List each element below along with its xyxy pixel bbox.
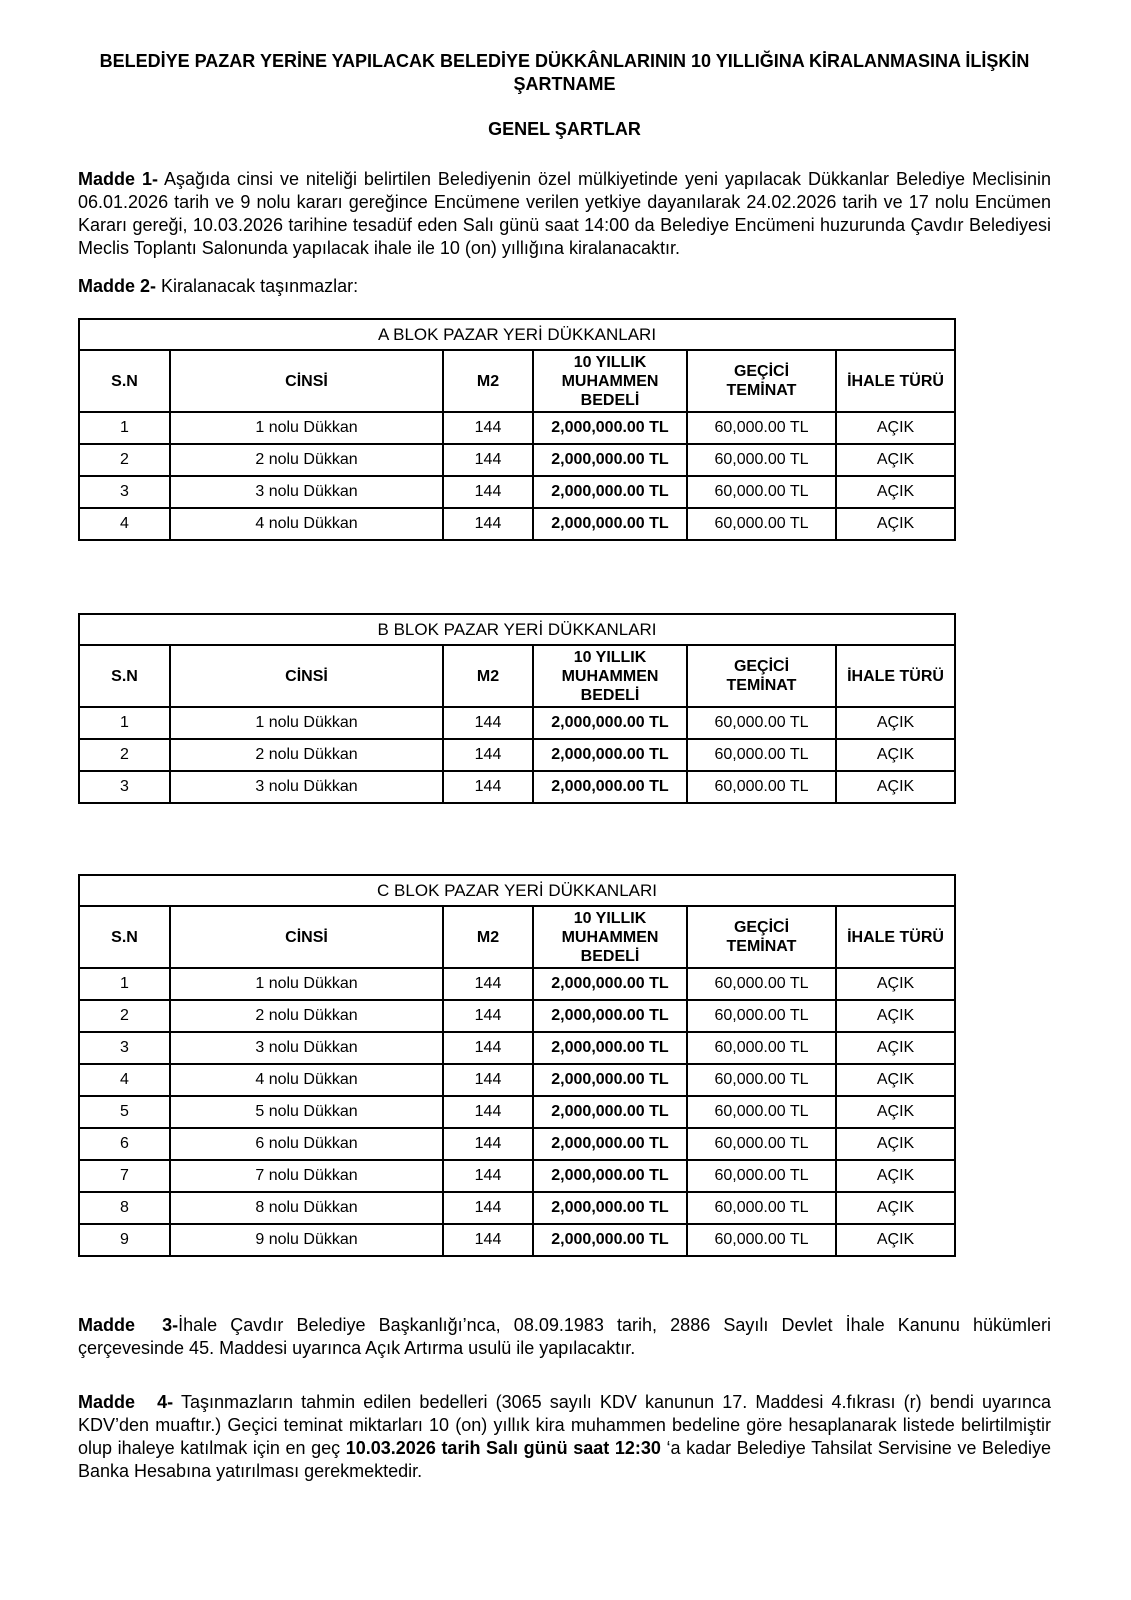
- column-header-m2: M2: [443, 645, 533, 707]
- table-cell: 144: [443, 1160, 533, 1192]
- table-cell: 144: [443, 1224, 533, 1256]
- table-cell: AÇIK: [836, 1032, 955, 1064]
- table-cell: 2 nolu Dükkan: [170, 1000, 443, 1032]
- table-cell: 4: [79, 508, 170, 540]
- table-cell: 9 nolu Dükkan: [170, 1224, 443, 1256]
- article-madde-4-label: Madde 4-: [78, 1392, 174, 1412]
- block-b-title-row: [79, 614, 955, 645]
- table-cell: 2: [79, 739, 170, 771]
- table-cell: 2,000,000.00 TL: [533, 476, 687, 508]
- article-madde-3-label: Madde 3-: [78, 1315, 179, 1335]
- table-cell: 6 nolu Dükkan: [170, 1128, 443, 1160]
- table-cell: 144: [443, 707, 533, 739]
- column-header-m2: M2: [443, 906, 533, 968]
- table-cell: 60,000.00 TL: [687, 771, 836, 803]
- table-cell: AÇIK: [836, 707, 955, 739]
- block-a-table-title: A BLOK PAZAR YERİ DÜKKANLARI: [79, 319, 955, 350]
- article-madde-2: [78, 275, 1051, 298]
- table-cell: 144: [443, 476, 533, 508]
- table-cell: 60,000.00 TL: [687, 1032, 836, 1064]
- table-cell: 4: [79, 1064, 170, 1096]
- table-cell: 60,000.00 TL: [687, 444, 836, 476]
- table-cell: AÇIK: [836, 1224, 955, 1256]
- table-row: [79, 1160, 955, 1192]
- column-header-bedel: 10 YILLIK MUHAMMEN BEDELİ: [533, 645, 687, 707]
- column-header-cinsi: CİNSİ: [170, 906, 443, 968]
- block-b-header-row: [79, 645, 955, 707]
- block-b-table: [78, 613, 956, 804]
- table-cell: 60,000.00 TL: [687, 1096, 836, 1128]
- column-header-cinsi: CİNSİ: [170, 350, 443, 412]
- table-cell: 60,000.00 TL: [687, 412, 836, 444]
- table-cell: 1: [79, 707, 170, 739]
- table-cell: AÇIK: [836, 1192, 955, 1224]
- column-header-sn: S.N: [79, 645, 170, 707]
- table-cell: 60,000.00 TL: [687, 1128, 836, 1160]
- table-cell: 60,000.00 TL: [687, 476, 836, 508]
- article-madde-4-text-before: Taşınmazların tahmin edilen bedelleri (3065 sayılı KDV kanunun 17. Maddesi 4.fıkrası (r) bendi uyarınca KDV’den muaftır.) Geçici teminat miktarları 10 (on) yıllık kira muhammen bedeline göre hesaplanarak listede belirtilmiştir olup ihaleye katılmak için en geç: [78, 1392, 1051, 1458]
- table-cell: AÇIK: [836, 444, 955, 476]
- table-cell: 60,000.00 TL: [687, 508, 836, 540]
- table-row: [79, 1064, 955, 1096]
- table-cell: AÇIK: [836, 1128, 955, 1160]
- column-header-bedel: 10 YILLIK MUHAMMEN BEDELİ: [533, 906, 687, 968]
- table-cell: 144: [443, 1032, 533, 1064]
- column-header-ihale-turu: İHALE TÜRÜ: [836, 350, 955, 412]
- table-row: [79, 1128, 955, 1160]
- article-madde-2-label: Madde 2-: [78, 276, 157, 296]
- table-row: [79, 412, 955, 444]
- table-row: [79, 1000, 955, 1032]
- table-row: [79, 739, 955, 771]
- table-row: [79, 1096, 955, 1128]
- table-cell: 9: [79, 1224, 170, 1256]
- column-header-teminat: GEÇİCİ TEMİNAT: [687, 906, 836, 968]
- table-cell: 2,000,000.00 TL: [533, 412, 687, 444]
- table-cell: 144: [443, 968, 533, 1000]
- table-cell: 60,000.00 TL: [687, 968, 836, 1000]
- table-cell: 2,000,000.00 TL: [533, 707, 687, 739]
- table-row: [79, 707, 955, 739]
- table-cell: 60,000.00 TL: [687, 739, 836, 771]
- table-row: [79, 968, 955, 1000]
- table-row: [79, 771, 955, 803]
- table-cell: 2,000,000.00 TL: [533, 1096, 687, 1128]
- table-cell: AÇIK: [836, 1064, 955, 1096]
- table-cell: 2: [79, 1000, 170, 1032]
- table-cell: 60,000.00 TL: [687, 1224, 836, 1256]
- table-row: [79, 1224, 955, 1256]
- column-header-cinsi: CİNSİ: [170, 645, 443, 707]
- table-cell: 144: [443, 1000, 533, 1032]
- table-cell: AÇIK: [836, 412, 955, 444]
- block-c-table: [78, 874, 956, 1257]
- column-header-teminat: GEÇİCİ TEMİNAT: [687, 645, 836, 707]
- table-cell: 144: [443, 1064, 533, 1096]
- table-cell: 1 nolu Dükkan: [170, 968, 443, 1000]
- table-cell: AÇIK: [836, 771, 955, 803]
- column-header-teminat: GEÇİCİ TEMİNAT: [687, 350, 836, 412]
- article-madde-2-text: Kiralanacak taşınmazlar:: [156, 276, 359, 296]
- article-madde-1-label: Madde 1-: [78, 169, 158, 189]
- article-madde-1: [78, 168, 1051, 260]
- table-cell: 3: [79, 476, 170, 508]
- table-cell: 1: [79, 968, 170, 1000]
- column-header-sn: S.N: [79, 906, 170, 968]
- table-cell: 2,000,000.00 TL: [533, 1032, 687, 1064]
- table-cell: 60,000.00 TL: [687, 1192, 836, 1224]
- table-cell: 2,000,000.00 TL: [533, 1224, 687, 1256]
- table-cell: 2,000,000.00 TL: [533, 739, 687, 771]
- article-madde-3-text: İhale Çavdır Belediye Başkanlığı’nca, 08.09.1983 tarih, 2886 Sayılı Devlet İhale Kanunu hükümleri çerçevesinde 45. Maddesi uyarınca Açık Artırma usulü ile yapılacaktır.: [78, 1315, 1051, 1358]
- table-row: [79, 476, 955, 508]
- table-cell: 3 nolu Dükkan: [170, 1032, 443, 1064]
- page-subtitle: GENEL ŞARTLAR: [488, 119, 641, 139]
- column-header-sn: S.N: [79, 350, 170, 412]
- table-cell: 2,000,000.00 TL: [533, 1000, 687, 1032]
- column-header-ihale-turu: İHALE TÜRÜ: [836, 906, 955, 968]
- article-madde-1-text: Aşağıda cinsi ve niteliği belirtilen Belediyenin özel mülkiyetinde yeni yapılacak Dükkanlar Belediye Meclisinin 06.01.2026 tarih ve 9 nolu kararı gereğince Encümene verilen yetkiye dayanılarak 24.02.2026 tarih ve 17 nolu Encümen Kararı gereği, 10.03.2026 tarihine tesadüf eden Salı günü saat 14:00 da Belediye Encümeni huzurunda Çavdır Belediyesi Meclis Toplantı Salonunda yapılacak ihale ile 10 (on) yıllığına kiralanacaktır.: [78, 169, 1051, 258]
- table-cell: 2,000,000.00 TL: [533, 444, 687, 476]
- table-cell: 7: [79, 1160, 170, 1192]
- table-cell: 144: [443, 508, 533, 540]
- table-cell: 2,000,000.00 TL: [533, 771, 687, 803]
- block-c-header-row: [79, 906, 955, 968]
- table-cell: 1 nolu Dükkan: [170, 412, 443, 444]
- table-cell: 5 nolu Dükkan: [170, 1096, 443, 1128]
- table-cell: 144: [443, 444, 533, 476]
- table-row: [79, 1032, 955, 1064]
- article-madde-4-bold-date: 10.03.2026 tarih Salı günü saat 12:30: [345, 1438, 661, 1458]
- table-cell: 60,000.00 TL: [687, 707, 836, 739]
- table-cell: 144: [443, 771, 533, 803]
- table-cell: 5: [79, 1096, 170, 1128]
- block-a-title-row: [79, 319, 955, 350]
- table-cell: 6: [79, 1128, 170, 1160]
- table-row: [79, 508, 955, 540]
- table-cell: 4 nolu Dükkan: [170, 508, 443, 540]
- table-cell: 8: [79, 1192, 170, 1224]
- table-cell: 3: [79, 1032, 170, 1064]
- article-madde-4-text-after: ‘a kadar Belediye Tahsilat Servisine ve Belediye Banka Hesabına yatırılması gerekmektedir.: [78, 1438, 1051, 1481]
- table-cell: AÇIK: [836, 508, 955, 540]
- table-cell: 2,000,000.00 TL: [533, 1192, 687, 1224]
- table-row: [79, 444, 955, 476]
- table-cell: 2,000,000.00 TL: [533, 508, 687, 540]
- table-cell: 2 nolu Dükkan: [170, 444, 443, 476]
- table-cell: 2 nolu Dükkan: [170, 739, 443, 771]
- column-header-ihale-turu: İHALE TÜRÜ: [836, 645, 955, 707]
- table-cell: 8 nolu Dükkan: [170, 1192, 443, 1224]
- table-cell: 1: [79, 412, 170, 444]
- table-cell: 144: [443, 1128, 533, 1160]
- table-cell: 2: [79, 444, 170, 476]
- table-cell: 60,000.00 TL: [687, 1160, 836, 1192]
- table-row: [79, 1192, 955, 1224]
- table-cell: 2,000,000.00 TL: [533, 1128, 687, 1160]
- column-header-bedel: 10 YILLIK MUHAMMEN BEDELİ: [533, 350, 687, 412]
- article-madde-4: [78, 1391, 1051, 1483]
- table-cell: AÇIK: [836, 476, 955, 508]
- table-cell: 2,000,000.00 TL: [533, 1160, 687, 1192]
- block-a-table: [78, 318, 956, 541]
- table-cell: AÇIK: [836, 1160, 955, 1192]
- block-b-table-title: B BLOK PAZAR YERİ DÜKKANLARI: [79, 614, 955, 645]
- table-cell: 3 nolu Dükkan: [170, 771, 443, 803]
- article-madde-3: [78, 1314, 1051, 1360]
- block-c-table-title: C BLOK PAZAR YERİ DÜKKANLARI: [79, 875, 955, 906]
- table-cell: AÇIK: [836, 739, 955, 771]
- table-cell: 144: [443, 1192, 533, 1224]
- table-cell: AÇIK: [836, 968, 955, 1000]
- table-cell: 2,000,000.00 TL: [533, 968, 687, 1000]
- block-a-header-row: [79, 350, 955, 412]
- table-cell: 60,000.00 TL: [687, 1064, 836, 1096]
- page-title: BELEDİYE PAZAR YERİNE YAPILACAK BELEDİYE DÜKKÂNLARININ 10 YILLIĞINA KİRALANMASINA İLİŞKİN ŞARTNAME: [99, 51, 1030, 94]
- block-c-title-row: [79, 875, 955, 906]
- table-cell: 144: [443, 1096, 533, 1128]
- table-cell: 7 nolu Dükkan: [170, 1160, 443, 1192]
- table-cell: 144: [443, 412, 533, 444]
- table-cell: 3 nolu Dükkan: [170, 476, 443, 508]
- table-cell: 3: [79, 771, 170, 803]
- table-cell: 60,000.00 TL: [687, 1000, 836, 1032]
- table-cell: AÇIK: [836, 1000, 955, 1032]
- table-cell: 4 nolu Dükkan: [170, 1064, 443, 1096]
- table-cell: AÇIK: [836, 1096, 955, 1128]
- column-header-m2: M2: [443, 350, 533, 412]
- table-cell: 1 nolu Dükkan: [170, 707, 443, 739]
- table-cell: 2,000,000.00 TL: [533, 1064, 687, 1096]
- table-cell: 144: [443, 739, 533, 771]
